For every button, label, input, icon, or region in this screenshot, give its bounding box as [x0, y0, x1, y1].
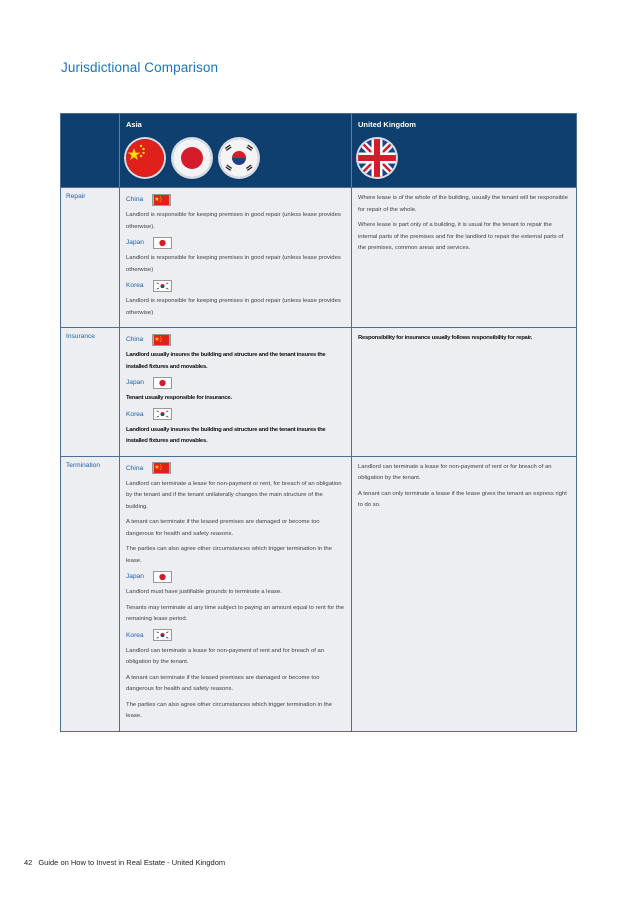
asia-flags [126, 139, 351, 177]
japan-flag-icon [173, 139, 211, 177]
comparison-table [60, 113, 577, 732]
country-name: Korea [126, 631, 144, 639]
cell-text: Landlord is responsible for keeping premises in good repair (unless lease provides otherwise) [126, 255, 341, 273]
country-korea [126, 409, 345, 420]
header-corner [61, 114, 119, 187]
china-flag-icon [126, 139, 164, 177]
page-number: 42 [24, 858, 33, 867]
country-name: China [126, 464, 144, 472]
country-name: Japan [126, 239, 144, 246]
cell-text: Landlord usually insures the building and structure and the tenant insures the installed fixtures and movables. [126, 352, 326, 370]
table-row [61, 456, 576, 731]
country-japan [126, 237, 345, 248]
country-china [126, 194, 345, 205]
cell-text: Where lease is of the whole of the building, usually the tenant will be responsible for repair of the whole. [358, 195, 568, 213]
cell-text: Tenant usually responsible for insurance. [126, 395, 232, 401]
header-uk-label: United Kingdom [358, 120, 416, 129]
country-name: China [126, 336, 144, 343]
korea-flag-icon [153, 280, 172, 292]
cell-text: A tenant can only terminate a lease if the lease gives the tenant an express right to do so. [358, 490, 567, 508]
country-china [126, 463, 345, 474]
japan-flag-icon [153, 237, 172, 249]
country-name: Japan [126, 379, 144, 386]
table-row [61, 187, 576, 327]
country-japan [126, 571, 345, 582]
row-label-insurance: Insurance [66, 333, 95, 340]
row-label-repair: Repair [66, 193, 86, 200]
cell-text: Landlord is responsible for keeping premises in good repair (unless lease provides otherwise). [126, 212, 341, 230]
china-flag-icon [152, 194, 171, 206]
page-footer [24, 858, 225, 867]
korea-flag-icon [220, 139, 258, 177]
country-name: Korea [126, 282, 144, 289]
korea-flag-icon [153, 629, 172, 641]
asia-cell [119, 188, 351, 327]
country-korea [126, 280, 345, 291]
asia-cell [119, 328, 351, 456]
cell-text: The parties can also agree other circumstances which trigger termination in the lease. [126, 701, 332, 719]
japan-flag-icon [153, 571, 172, 583]
cell-text: A tenant can terminate if the leased premises are damaged or become too dangerous for health and safety reasons. [126, 674, 320, 692]
page-title: Jurisdictional Comparison [61, 60, 219, 75]
header-uk [351, 114, 576, 187]
cell-text: Landlord can terminate a lease for non-payment of rent or for breach of an obligation by the tenant. [358, 463, 552, 481]
cell-text: Landlord must have justifiable grounds to terminate a lease. [126, 589, 282, 595]
china-flag-icon [152, 462, 171, 474]
header-asia-label: Asia [126, 120, 142, 129]
uk-flags [358, 139, 576, 177]
cell-text: Landlord usually insures the building and structure and the tenant insures the installed fixtures and movables. [126, 426, 326, 444]
uk-cell [351, 188, 576, 327]
country-korea [126, 630, 345, 641]
country-name: Japan [126, 573, 144, 580]
cell-text: Landlord can terminate a lease for non-payment of rent and for breach of an obligation by the tenant. [126, 647, 325, 665]
cell-text: A tenant can terminate if the leased premises are damaged or become too dangerous for health and safety reasons. [126, 519, 320, 537]
footer-text: Guide on How to Invest in Real Estate - United Kingdom [38, 858, 226, 867]
uk-cell [351, 328, 576, 456]
cell-text: Tenants may terminate at any time subject to paying an amount equal to rent for the remaining lease period. [126, 604, 345, 622]
country-japan [126, 377, 345, 388]
cell-text: Landlord is responsible for keeping premises in good repair (unless lease provides otherwise) [126, 298, 341, 316]
japan-flag-icon [153, 377, 172, 389]
row-label-termination: Termination [66, 461, 101, 469]
header-asia [119, 114, 351, 187]
cell-text: The parties can also agree other circumstances which trigger termination in the lease. [126, 546, 332, 564]
country-name: Korea [126, 410, 144, 418]
cell-text: Landlord can terminate a lease for non-payment or rent, for breach of an obligation by the tenant and if the tenant unilaterally changes the main structure of the building. [126, 480, 342, 510]
table-row [61, 327, 576, 456]
table-header [61, 114, 576, 187]
cell-text: Responsibility for insurance usually follows responsibility for repair. [358, 335, 533, 341]
country-china [126, 334, 345, 345]
asia-cell [119, 457, 351, 731]
uk-flag-icon [358, 139, 396, 177]
uk-cell [351, 457, 576, 731]
cell-text: Where lease is part only of a building, it is usual for the tenant to repair the internal parts of the premises and for the landlord to repair the external parts of the premises, common areas and services. [358, 222, 564, 251]
china-flag-icon [152, 334, 171, 346]
country-name: China [126, 196, 144, 203]
korea-flag-icon [153, 408, 172, 420]
